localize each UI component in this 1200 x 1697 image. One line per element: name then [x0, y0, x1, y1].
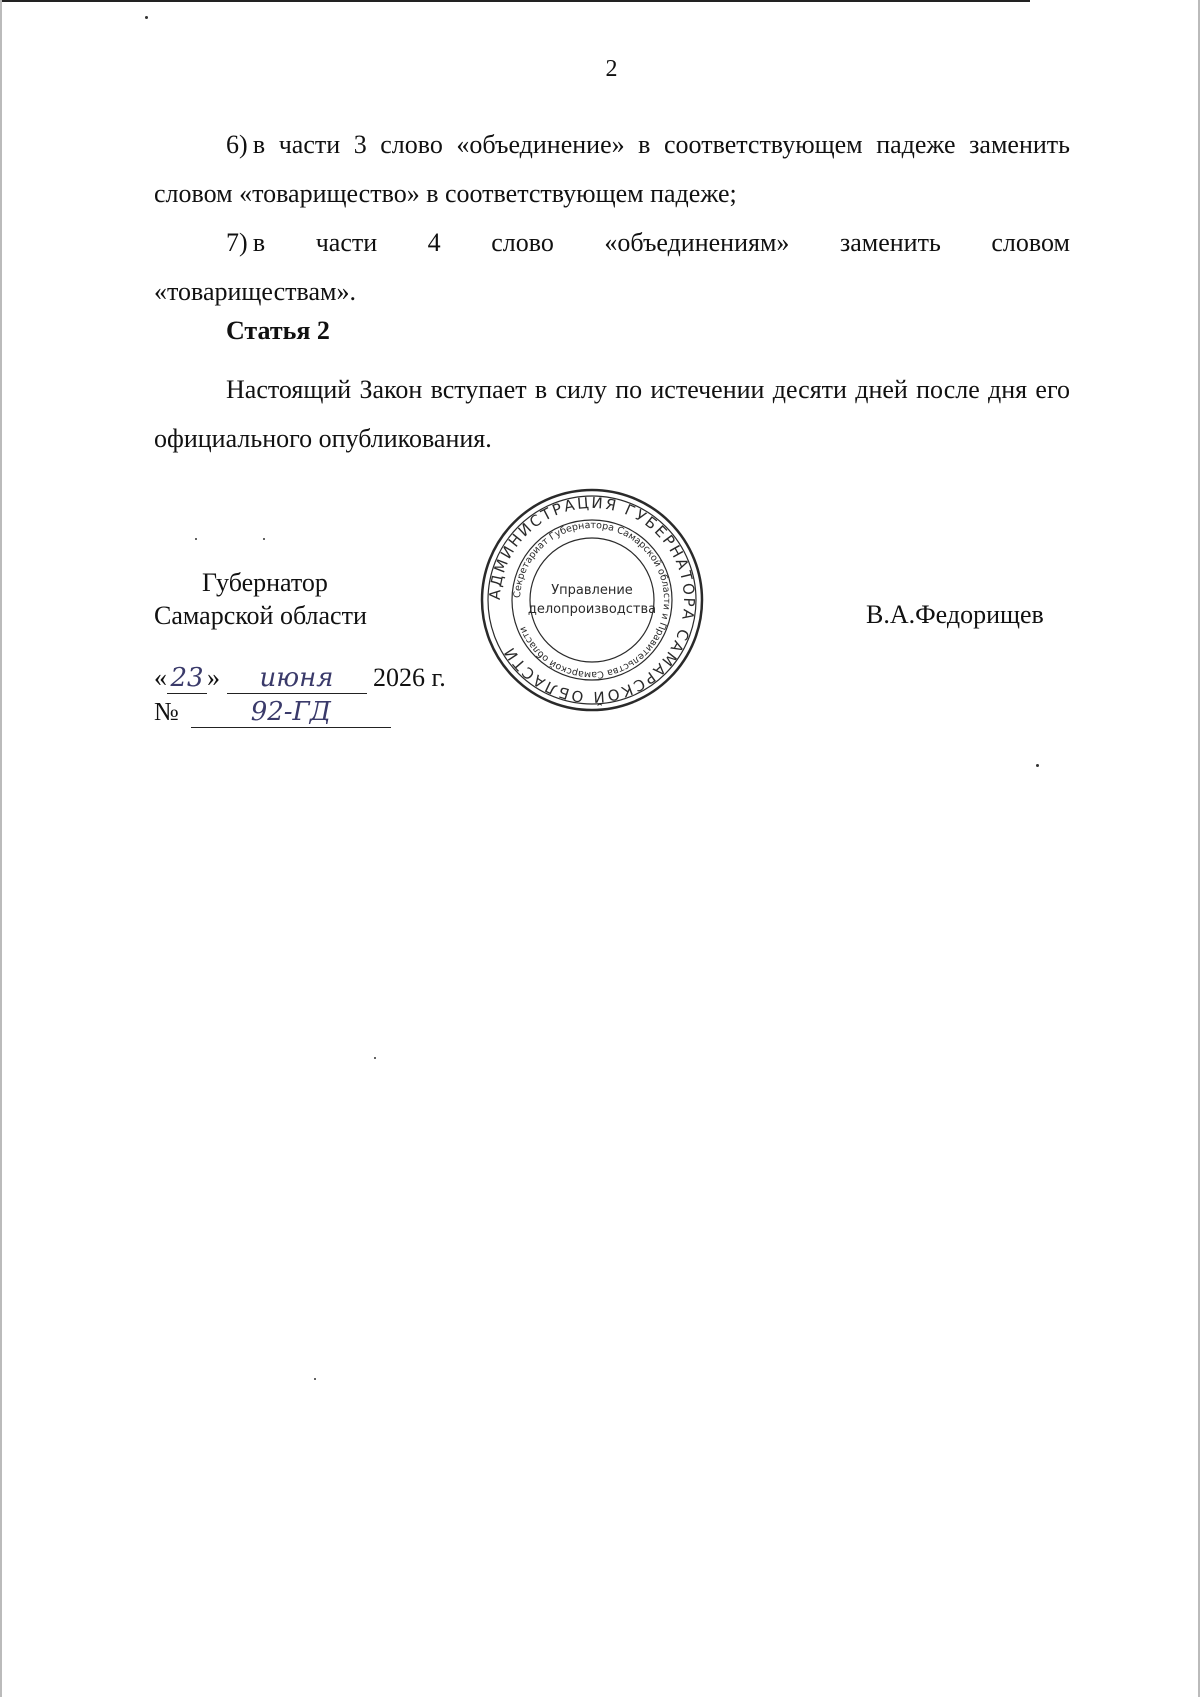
page-number: 2 [605, 56, 618, 82]
scan-edge-left [0, 0, 2, 1697]
scan-speck [263, 538, 265, 540]
item-number: 7) [226, 228, 248, 257]
scan-edge-top [0, 0, 1030, 2]
seal-outer-text: АДМИНИСТРАЦИЯ ГУБЕРНАТОРА САМАРСКОЙ ОБЛАСТИ [485, 493, 699, 707]
item-word: заменить [839, 228, 941, 257]
seal-inner-ring [527, 538, 657, 662]
list-item-6 [154, 120, 1070, 218]
item-text-continued: заменить словом «товарищество» в соответствующем падеже; [154, 130, 1070, 208]
item-text: в части 3 слово «объединение» в соответствующем падеже [252, 130, 956, 159]
article-text: Настоящий Закон вступает в силу по истечении десяти дней после дня его официального опубликования. [154, 375, 1070, 453]
seal-center-line1: Управление [551, 583, 633, 598]
item-word: 4 [427, 228, 441, 257]
official-seal [480, 488, 704, 712]
seal-inner-text: Секретариат Губернатора Самарской области и Правительства Самарской области [511, 519, 673, 681]
scan-speck [374, 1057, 376, 1059]
seal-center-line2: делопроизводства [527, 602, 657, 617]
article-heading: Статья 2 [226, 316, 330, 345]
item-word: словом [991, 228, 1070, 257]
item-word: слово [491, 228, 554, 257]
item-word: в [252, 228, 266, 257]
scan-speck [1036, 764, 1039, 767]
item-first-line [154, 218, 1070, 267]
item-number: 6) [226, 130, 248, 159]
list-item-7 [154, 218, 1070, 316]
signatory-title: Губернатор Самарской области [154, 568, 367, 630]
signatory-name: В.А.Федорищев [866, 600, 1044, 629]
scan-speck [145, 16, 148, 19]
scan-speck [314, 1378, 316, 1380]
item-word: части [315, 228, 378, 257]
signing-date: « 23 » июня 2026 г. [154, 663, 446, 693]
law-number: № 92-ГД [154, 697, 391, 728]
date-year: 2026 г. [373, 663, 446, 692]
law-number-handwritten: 92-ГД [191, 697, 391, 728]
date-month-handwritten: июня [227, 663, 367, 694]
date-day-handwritten: 23 [167, 663, 207, 694]
scan-speck [195, 538, 197, 540]
item-word: «объединениям» [604, 228, 790, 257]
item-text-continued: «товариществам». [154, 277, 356, 306]
